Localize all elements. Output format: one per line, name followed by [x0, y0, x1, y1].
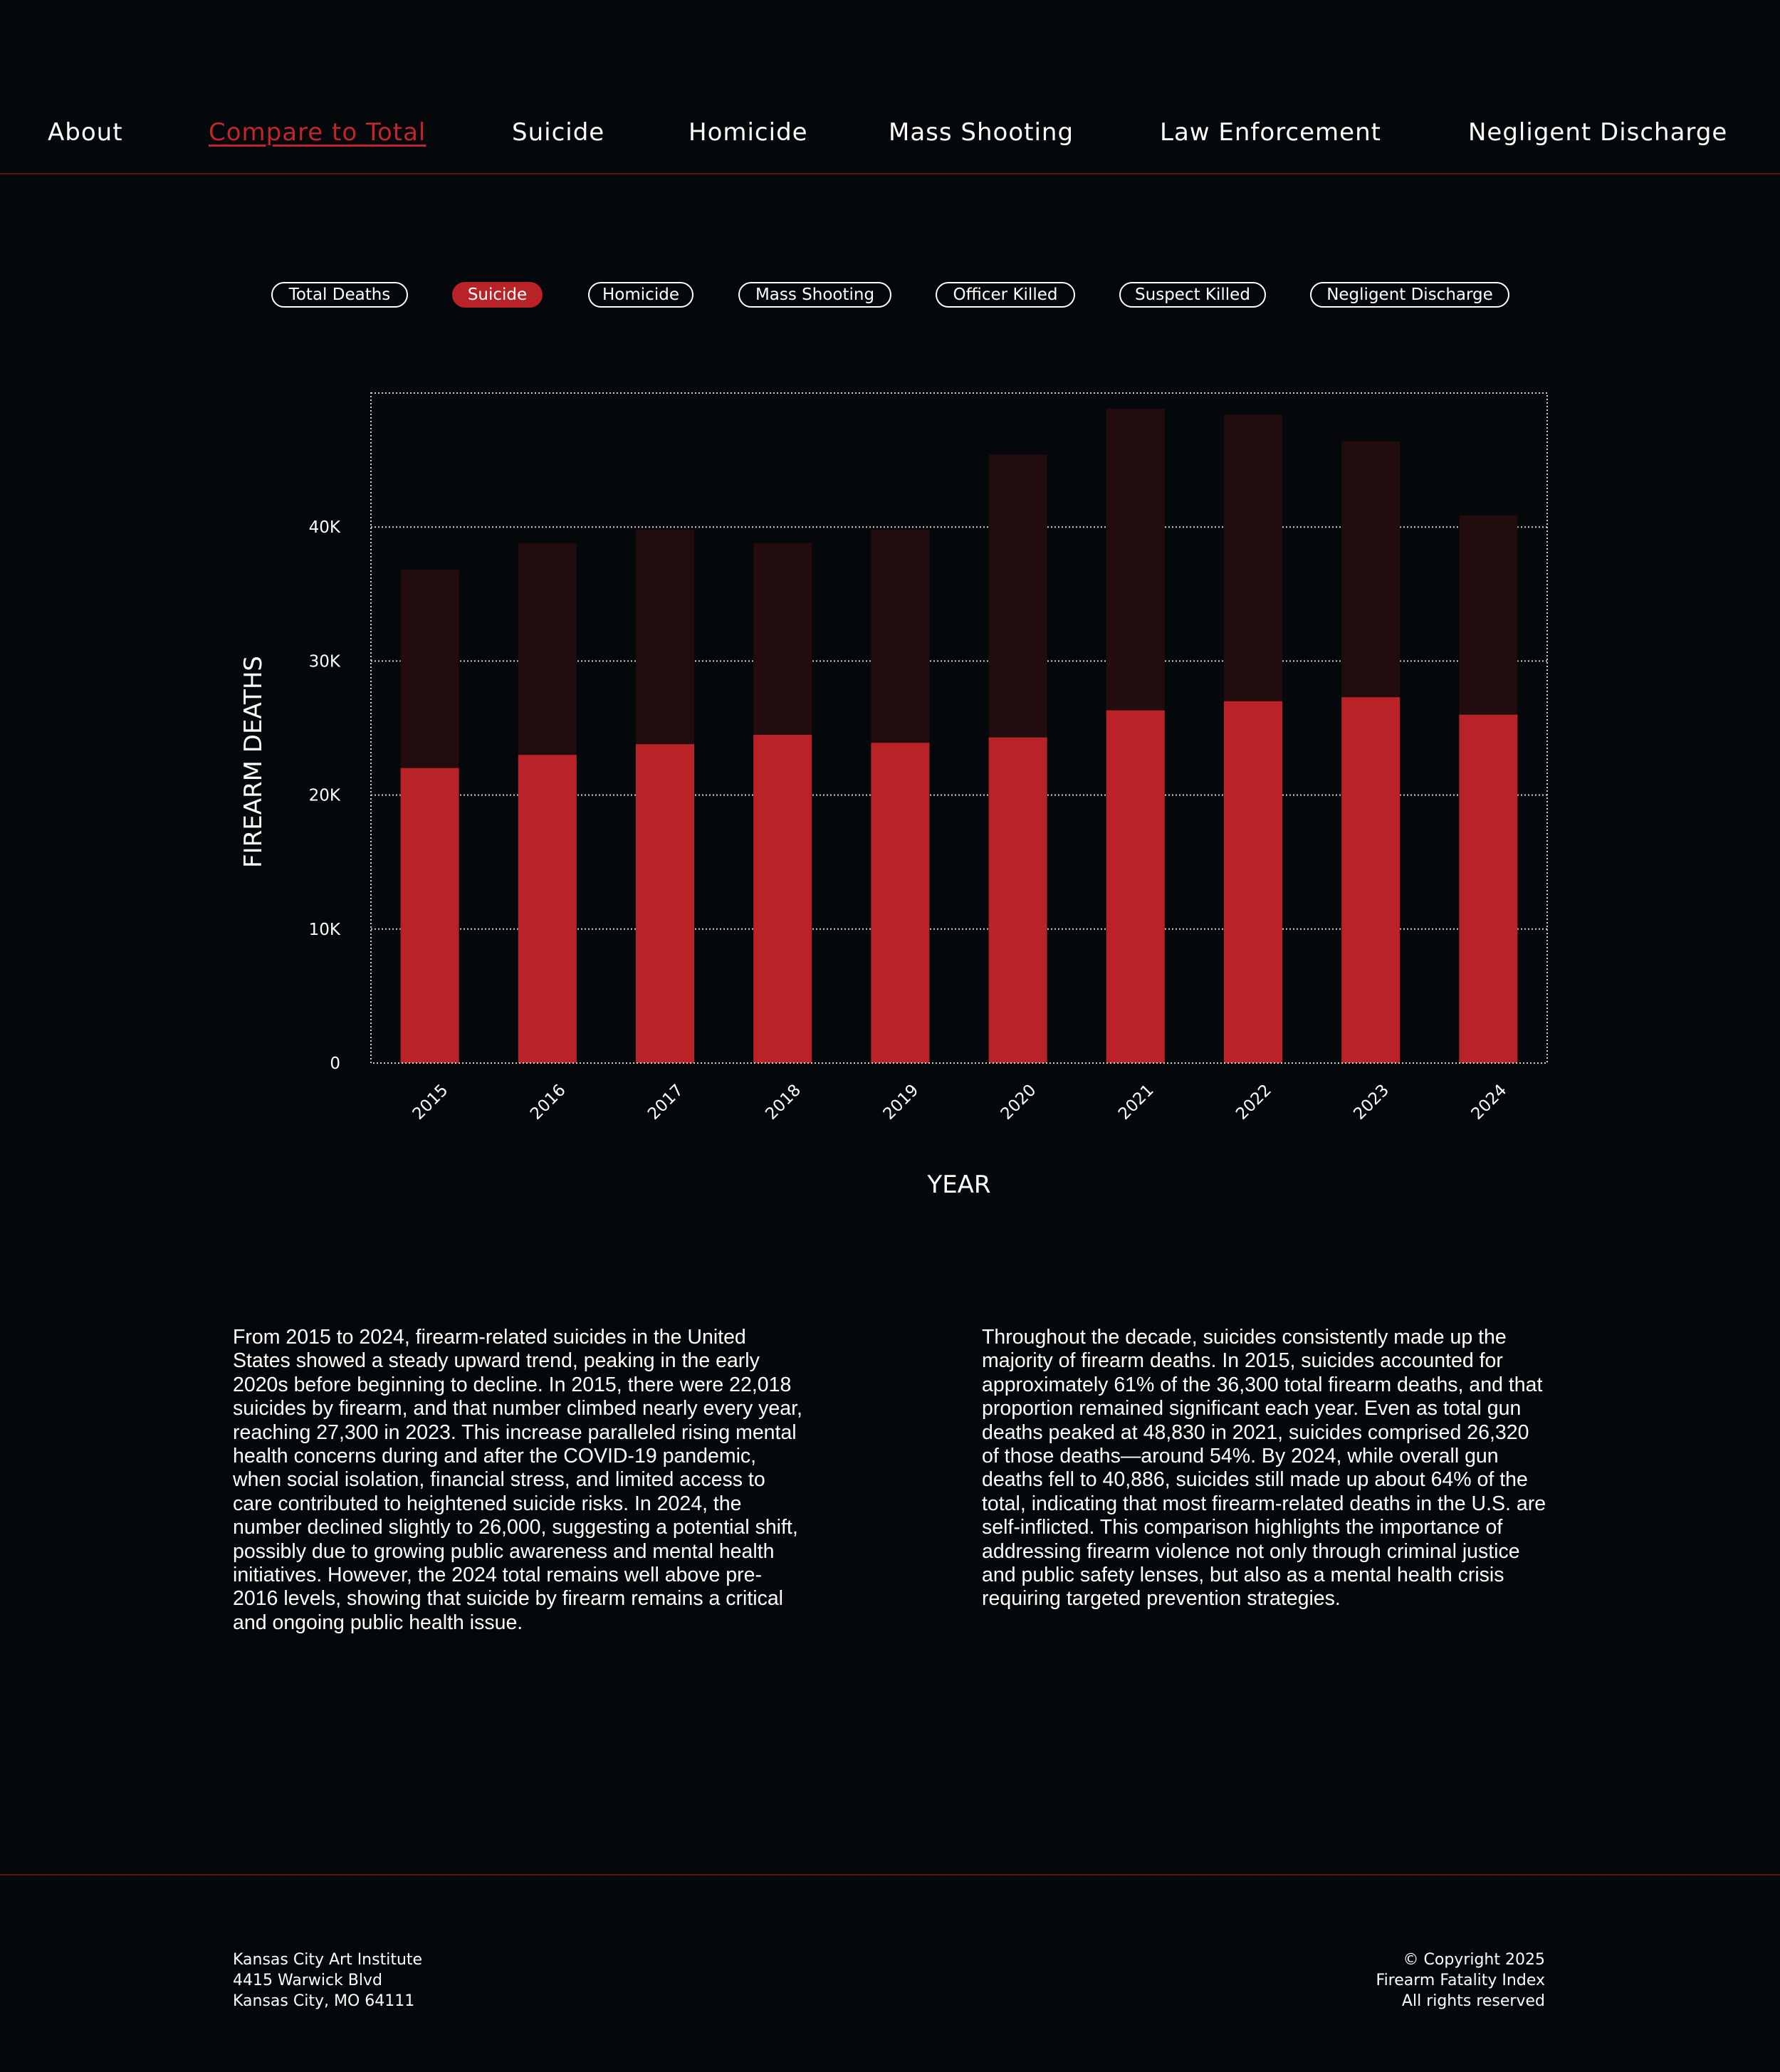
x-tick-label: 2024	[1467, 1081, 1511, 1124]
x-tick-label: 2021	[1114, 1081, 1158, 1124]
address-line: Kansas City, MO 64111	[233, 1992, 415, 2010]
x-axis-title: YEAR	[927, 1171, 991, 1199]
x-tick-label: 2020	[997, 1081, 1040, 1124]
filter-mass-shooting[interactable]: Mass Shooting	[738, 282, 891, 308]
firearm-deaths-chart	[0, 356, 1780, 1210]
nav-about[interactable]: About	[48, 118, 123, 147]
y-tick-label: 10K	[308, 920, 340, 939]
copyright-line: All rights reserved	[1401, 1992, 1545, 2010]
x-tick-label: 2019	[879, 1081, 923, 1124]
footer-copyright	[1376, 1950, 1545, 2011]
filter-negligent-discharge[interactable]: Negligent Discharge	[1310, 282, 1509, 308]
suicide-share-paragraph: Throughout the decade, suicides consistently made up the majority of firearm deaths. In 2015, suicides accounted for approximately 61% of the 36,300 total firearm deaths, and that proportion remained significant each year. Even as total gun deaths peaked at 48,830 in 2021, suicides comprised 26,320 of those deaths—around 54%. By 2024, while overall gun deaths fell to 40,886, suicides still made up about 64% of the total, indicating that most firearm-related deaths in the U.S. are self-inflicted. This comparison highlights the importance of addressing firearm violence not only through criminal justice and public safety lenses, but also as a mental health crisis requiring targeted prevention strategies.	[982, 1326, 1546, 1611]
top-nav	[0, 0, 1780, 174]
suicide-bar[interactable]	[1459, 715, 1517, 1063]
filter-total-deaths[interactable]: Total Deaths	[271, 282, 408, 308]
nav-law-enforcement[interactable]: Law Enforcement	[1160, 118, 1381, 147]
suicide-bar[interactable]	[1106, 711, 1165, 1063]
copyright-line: Firearm Fatality Index	[1376, 1972, 1545, 1989]
y-tick-label: 20K	[308, 786, 340, 805]
suicide-bar[interactable]	[518, 755, 577, 1063]
copyright-line: © Copyright 2025	[1403, 1951, 1545, 1969]
filter-officer-killed[interactable]: Officer Killed	[936, 282, 1075, 308]
suicide-bar[interactable]	[636, 744, 694, 1063]
y-tick-label: 30K	[308, 652, 340, 671]
address-line: Kansas City Art Institute	[233, 1951, 423, 1969]
suicide-bar[interactable]	[871, 743, 929, 1063]
suicide-bar[interactable]	[753, 735, 812, 1063]
y-axis-title: FIREARM DEATHS	[239, 656, 268, 868]
filter-suicide[interactable]: Suicide	[452, 282, 543, 308]
nav-suicide[interactable]: Suicide	[512, 118, 605, 147]
address-line: 4415 Warwick Blvd	[233, 1972, 382, 1989]
y-tick-label: 0	[330, 1055, 340, 1073]
x-tick-label: 2017	[644, 1081, 687, 1124]
suicide-bar[interactable]	[1224, 701, 1282, 1063]
nav-negligent-discharge[interactable]: Negligent Discharge	[1468, 118, 1728, 147]
bars	[401, 409, 1518, 1063]
x-tick-label: 2022	[1232, 1081, 1275, 1124]
filter-homicide[interactable]: Homicide	[588, 282, 693, 308]
x-tick-label: 2015	[409, 1081, 452, 1124]
footer-divider	[0, 1874, 1780, 1875]
y-axis-ticks	[309, 518, 341, 1073]
filter-suspect-killed[interactable]: Suspect Killed	[1119, 282, 1266, 308]
x-tick-label: 2016	[526, 1081, 570, 1124]
suicide-bar[interactable]	[401, 768, 459, 1063]
x-tick-label: 2023	[1350, 1081, 1393, 1124]
filter-pills	[0, 282, 1780, 310]
y-tick-label: 40K	[308, 518, 340, 538]
footer-address	[233, 1950, 422, 2011]
suicide-bar[interactable]	[989, 738, 1047, 1063]
nav-mass-shooting[interactable]: Mass Shooting	[889, 118, 1074, 147]
nav-compare-to-total[interactable]: Compare to Total	[209, 118, 426, 147]
x-tick-label: 2018	[762, 1081, 805, 1124]
suicide-trend-paragraph: From 2015 to 2024, firearm-related suicides in the United States showed a steady upward trend, peaking in the early 2020s before beginning to decline. In 2015, there were 22,018 suicides by firearm, and that number climbed nearly every year, reaching 27,300 in 2023. This increase paralleled rising mental health concerns during and after the COVID-19 pandemic, when social isolation, financial stress, and limited access to care contributed to heightened suicide risks. In 2024, the number declined slightly to 26,000, suggesting a potential shift, possibly due to growing public awareness and mental health initiatives. However, the 2024 total remains well above pre-2016 levels, showing that suicide by firearm remains a critical and ongoing public health issue.	[233, 1326, 802, 1634]
suicide-bar[interactable]	[1341, 697, 1400, 1063]
x-axis-ticks	[409, 1081, 1511, 1124]
nav-homicide[interactable]: Homicide	[689, 118, 808, 147]
